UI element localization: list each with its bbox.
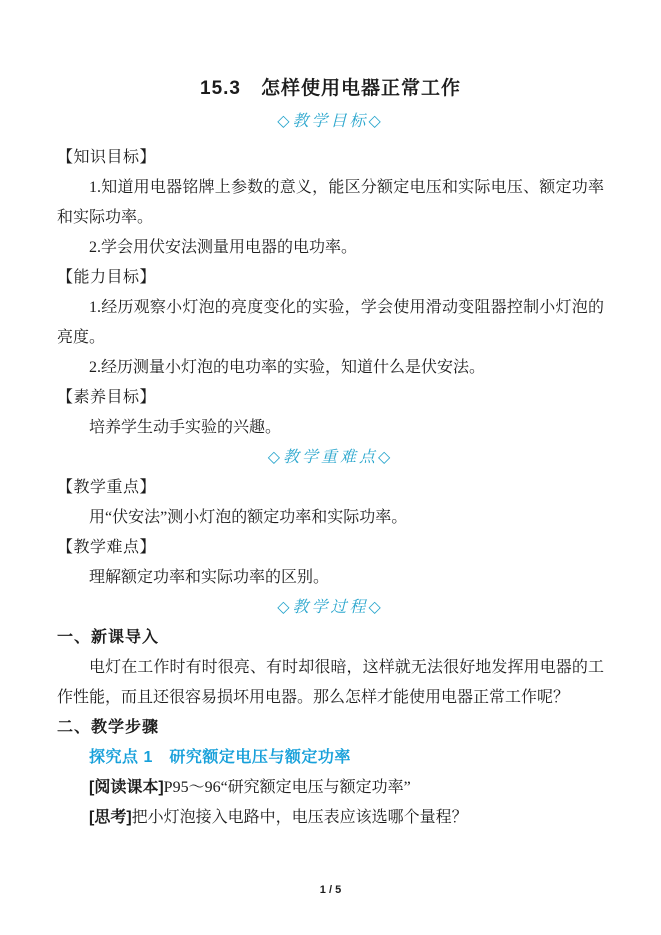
teaching-steps-header: 二、教学步骤 xyxy=(57,719,160,736)
think-question-line xyxy=(57,803,604,833)
new-lesson-intro-header: 一、新课导入 xyxy=(57,629,160,646)
teaching-focus-text: 用“伏安法”测小灯泡的额定功率和实际功率。 xyxy=(89,509,408,526)
reading-task-label: [阅读课本] xyxy=(89,779,164,796)
explore-point-1-title: 探究点 1 研究额定电压与额定功率 xyxy=(89,749,351,766)
new-lesson-intro-text: 电灯在工作时有时很亮、有时却很暗，这样就无法很好地发挥用电器的工作性能，而且还很容易损坏用电器。那么怎样才能使用电器正常工作呢？ xyxy=(57,659,604,706)
reading-task-line xyxy=(57,773,604,803)
document-title: 15.3 怎样使用电器正常工作 xyxy=(200,78,461,99)
document-body xyxy=(57,143,604,833)
knowledge-goal-item-1: 1.知道用电器铭牌上参数的意义，能区分额定电压和实际电压、额定功率和实际功率。 xyxy=(57,179,604,226)
think-question-text: 把小灯泡接入电路中，电压表应该选哪个量程？ xyxy=(131,809,468,826)
banner-key-points: ◇教学重难点◇ xyxy=(267,449,394,466)
knowledge-goal-item-2: 2.学会用伏安法测量用电器的电功率。 xyxy=(89,239,358,256)
teaching-difficulty-text: 理解额定功率和实际功率的区别。 xyxy=(89,569,330,586)
literacy-goal-item-1: 培养学生动手实验的兴趣。 xyxy=(89,419,282,436)
teaching-focus-header: 【教学重点】 xyxy=(57,479,157,496)
reading-task-text: P95～96“研究额定电压与额定功率” xyxy=(163,779,411,796)
think-question-label: [思考] xyxy=(89,809,132,826)
ability-goals-header: 【能力目标】 xyxy=(57,269,157,286)
literacy-goals-header: 【素养目标】 xyxy=(57,389,157,406)
banner-teaching-goals: ◇教学目标◇ xyxy=(277,113,384,130)
teaching-difficulty-header: 【教学难点】 xyxy=(57,539,157,556)
ability-goal-item-2: 2.经历测量小灯泡的电功率的实验，知道什么是伏安法。 xyxy=(89,359,486,376)
knowledge-goals-header: 【知识目标】 xyxy=(57,149,157,166)
ability-goal-item-1: 1.经历观察小灯泡的亮度变化的实验，学会使用滑动变阻器控制小灯泡的亮度。 xyxy=(57,299,604,346)
banner-teaching-process: ◇教学过程◇ xyxy=(277,599,384,616)
page-number: 1 / 5 xyxy=(319,884,342,896)
